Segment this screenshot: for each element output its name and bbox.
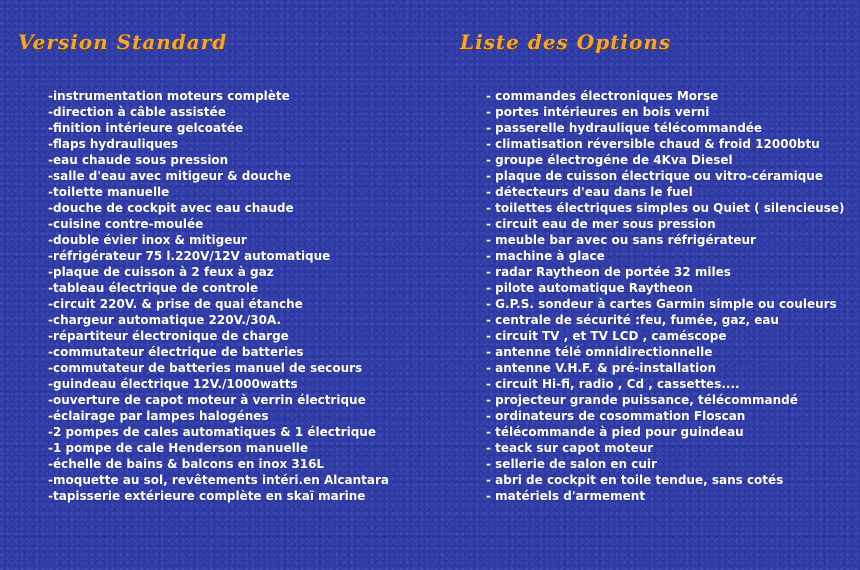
option-item: - pilote automatique Raytheon [486,281,693,295]
standard-feature-item: -moquette au sol, revêtements intéri.en Alcantara [48,473,389,487]
standard-feature-item: -éclairage par lampes halogénes [48,409,269,423]
standard-feature-item: -tapisserie extérieure complète en skaï marine [48,489,366,503]
standard-feature-item: -commutateur de batteries manuel de secours [48,361,363,375]
option-item: - machine à glace [486,249,605,263]
option-item: - radar Raytheon de portée 32 miles [486,265,731,279]
standard-feature-item: -instrumentation moteurs complète [48,89,290,103]
standard-feature-item: -circuit 220V. & prise de quai étanche [48,297,303,311]
option-item: - projecteur grande puissance, télécommandé [486,393,798,407]
standard-feature-item: -guindeau électrique 12V./1000watts [48,377,298,391]
standard-version-title: Version Standard [18,30,228,54]
standard-feature-item: -commutateur électrique de batteries [48,345,304,359]
standard-feature-item: -cuisine contre-moulée [48,217,204,231]
option-item: - abri de cockpit en toile tendue, sans cotés [486,473,784,487]
option-item: - groupe électrogéne de 4Kva Diesel [486,153,733,167]
standard-feature-item: -échelle de bains & balcons en inox 316L [48,457,325,471]
option-item: - détecteurs d'eau dans le fuel [486,185,693,199]
option-item: - circuit eau de mer sous pression [486,217,716,231]
option-item: - commandes électroniques Morse [486,89,719,103]
standard-feature-item: -douche de cockpit avec eau chaude [48,201,294,215]
standard-feature-item: -chargeur automatique 220V./30A. [48,313,282,327]
options-list [486,88,844,504]
standard-feature-item: -salle d'eau avec mitigeur & douche [48,169,291,183]
option-item: - circuit TV , et TV LCD , caméscope [486,329,727,343]
standard-feature-item: -2 pompes de cales automatiques & 1 électrique [48,425,376,439]
options-title: Liste des Options [460,30,672,54]
option-item: - meuble bar avec ou sans réfrigérateur [486,233,756,247]
standard-feature-item: -toilette manuelle [48,185,170,199]
standard-feature-item: -direction à câble assistée [48,105,226,119]
standard-feature-item: -ouverture de capot moteur à verrin électrique [48,393,366,407]
standard-features-list [48,88,389,504]
standard-feature-item: -réfrigérateur 75 l.220V/12V automatique [48,249,331,263]
option-item: - ordinateurs de cosommation Floscan [486,409,746,423]
standard-feature-item: -finition intérieure gelcoatée [48,121,244,135]
standard-feature-item: -eau chaude sous pression [48,153,229,167]
option-item: - climatisation réversible chaud & froid 12000btu [486,137,820,151]
option-item: - sellerie de salon en cuir [486,457,657,471]
standard-feature-item: -1 pompe de cale Henderson manuelle [48,441,308,455]
standard-feature-item: -double évier inox & mitigeur [48,233,247,247]
option-item: - centrale de sécurité :feu, fumée, gaz, eau [486,313,779,327]
standard-feature-item: -plaque de cuisson à 2 feux à gaz [48,265,274,279]
standard-feature-item: -tableau électrique de controle [48,281,259,295]
option-item: - plaque de cuisson électrique ou vitro-céramique [486,169,823,183]
option-item: - circuit Hi-fi, radio , Cd , cassettes.... [486,377,740,391]
standard-feature-item: -flaps hydrauliques [48,137,179,151]
option-item: - télécommande à pied pour guindeau [486,425,744,439]
option-item: - toilettes électriques simples ou Quiet ( silencieuse) [486,201,845,215]
option-item: - G.P.S. sondeur à cartes Garmin simple ou couleurs [486,297,837,311]
option-item: - matériels d'armement [486,489,646,503]
option-item: - teack sur capot moteur [486,441,654,455]
option-item: - antenne V.H.F. & pré-installation [486,361,717,375]
option-item: - portes intérieures en bois verni [486,105,710,119]
option-item: - antenne télé omnidirectionnelle [486,345,713,359]
standard-feature-item: -répartiteur électronique de charge [48,329,289,343]
option-item: - passerelle hydraulique télécommandée [486,121,763,135]
